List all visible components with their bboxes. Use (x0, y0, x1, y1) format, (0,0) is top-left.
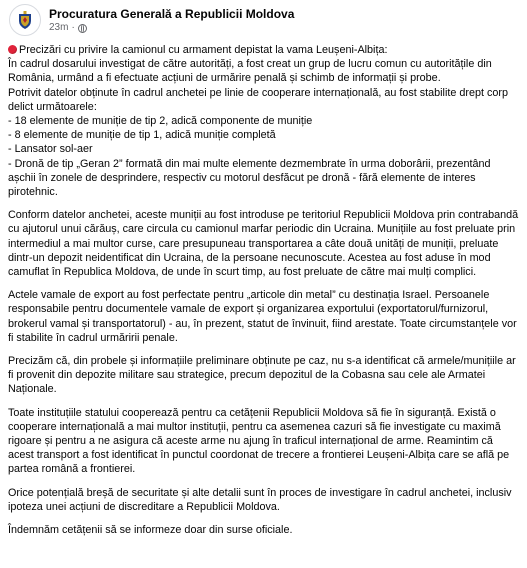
post-paragraph: Actele vamale de export au fost perfectate pentru „articole din metal” cu destinația Israel. Persoanele responsabile pentru documentele vamale de export și organizarea exportului (exportatorul/furnizorul, brokerul vamal și transportatorul) - au, în prezent, statut de învinuit, fiind arestate. Toate circumstanțele vor fi stabilite în cadrul urmăririi penale. (8, 289, 517, 344)
globe-icon (78, 24, 87, 33)
red-circle-icon (8, 45, 17, 54)
post-paragraph: Precizăm că, din probele și informațiile preliminare obținute pe caz, nu s-a identificat că armele/munițiile ar fi provenit din depozite militare sau strategice, precum depozitul de la Cobasna sau cele ale Armatei Naționale. (8, 355, 516, 396)
post-paragraph: Conform datelor anchetei, aceste muniții au fost introduse pe teritoriul Republicii Moldova prin contrabandă cu ajutorul unui cărăuș, care circula cu camionul marfar periodic din Ucraina. Munițiile au fost preluate prin intermediul a mai multor curse, care presupuneau transportarea a câte două unități de muniții, preluate dintr-un depozit neidentificat din Ucraina, de la persoane necunoscute. Acestea au fost aduse în mod camuflat în Republica Moldova, de unde în scurt timp, au fost preluate de către mai mulți complici. (8, 209, 519, 279)
post-timestamp[interactable]: 23m (49, 22, 69, 33)
post-paragraph: Îndemnăm cetățenii să se informeze doar din surse oficiale. (8, 524, 293, 537)
page-name-link[interactable]: Procuratura Generală a Republicii Moldova (49, 7, 295, 21)
coat-of-arms-icon (14, 9, 36, 31)
post-paragraph (8, 43, 519, 199)
post-line: Potrivit datelor obținute în cadrul anchetei pe linie de cooperare internațională, au fost stabilite drept corp delict următoarele: (8, 86, 508, 113)
post-list-item: - Lansator sol-aer (8, 143, 93, 156)
post-intro-line: Precizări cu privire la camionul cu armament depistat la vama Leușeni-Albița: (19, 44, 388, 56)
post-header (8, 0, 519, 40)
meta-separator: · (71, 22, 75, 33)
post-paragraph: Toate instituțiile statului cooperează pentru ca cetățenii Republicii Moldova să fie în siguranță. Există o cooperare internațională a mai multor instituții, pentru ca asemenea cazuri să fie investigate cu maximă rigoare și pentru a ne asigura că aceste arme nu ajung în traficul internațional de arme. Reamintim că acest transport a fost identificat în punctul coordonat de trecere a frontierei Leușeni-Albița care se află pe partea română a frontierei. (8, 406, 510, 476)
page-avatar[interactable] (9, 4, 41, 36)
post-text (8, 43, 519, 537)
post-list-item: - 18 elemente de muniție de tip 2, adică componente de muniție (8, 115, 313, 128)
post-list-item: - 8 elemente de muniție de tip 1, adică muniție completă (8, 129, 276, 142)
post-line: În cadrul dosarului investigat de către autorități, a fost creat un grup de lucru comun cu autoritățile din România, urmând a fi efectuate acțiuni de urmărire penală și schimb de informații și probe. (8, 58, 492, 85)
post-meta (49, 23, 294, 33)
post-paragraph: Orice potențială breșă de securitate și alte detalii sunt în proces de investigare în cadrul anchetei, inclusiv ipoteza unei acțiuni de discreditare a Republicii Moldova. (8, 486, 512, 513)
post-list-item: - Dronă de tip „Geran 2” formată din mai multe elemente dezmembrate în urma doborârii, prezentând așchii în zonele de desprindere, respectiv cu motorul desfăcut pe dronă - fără elemente de interes pirotehnic. (8, 157, 491, 199)
